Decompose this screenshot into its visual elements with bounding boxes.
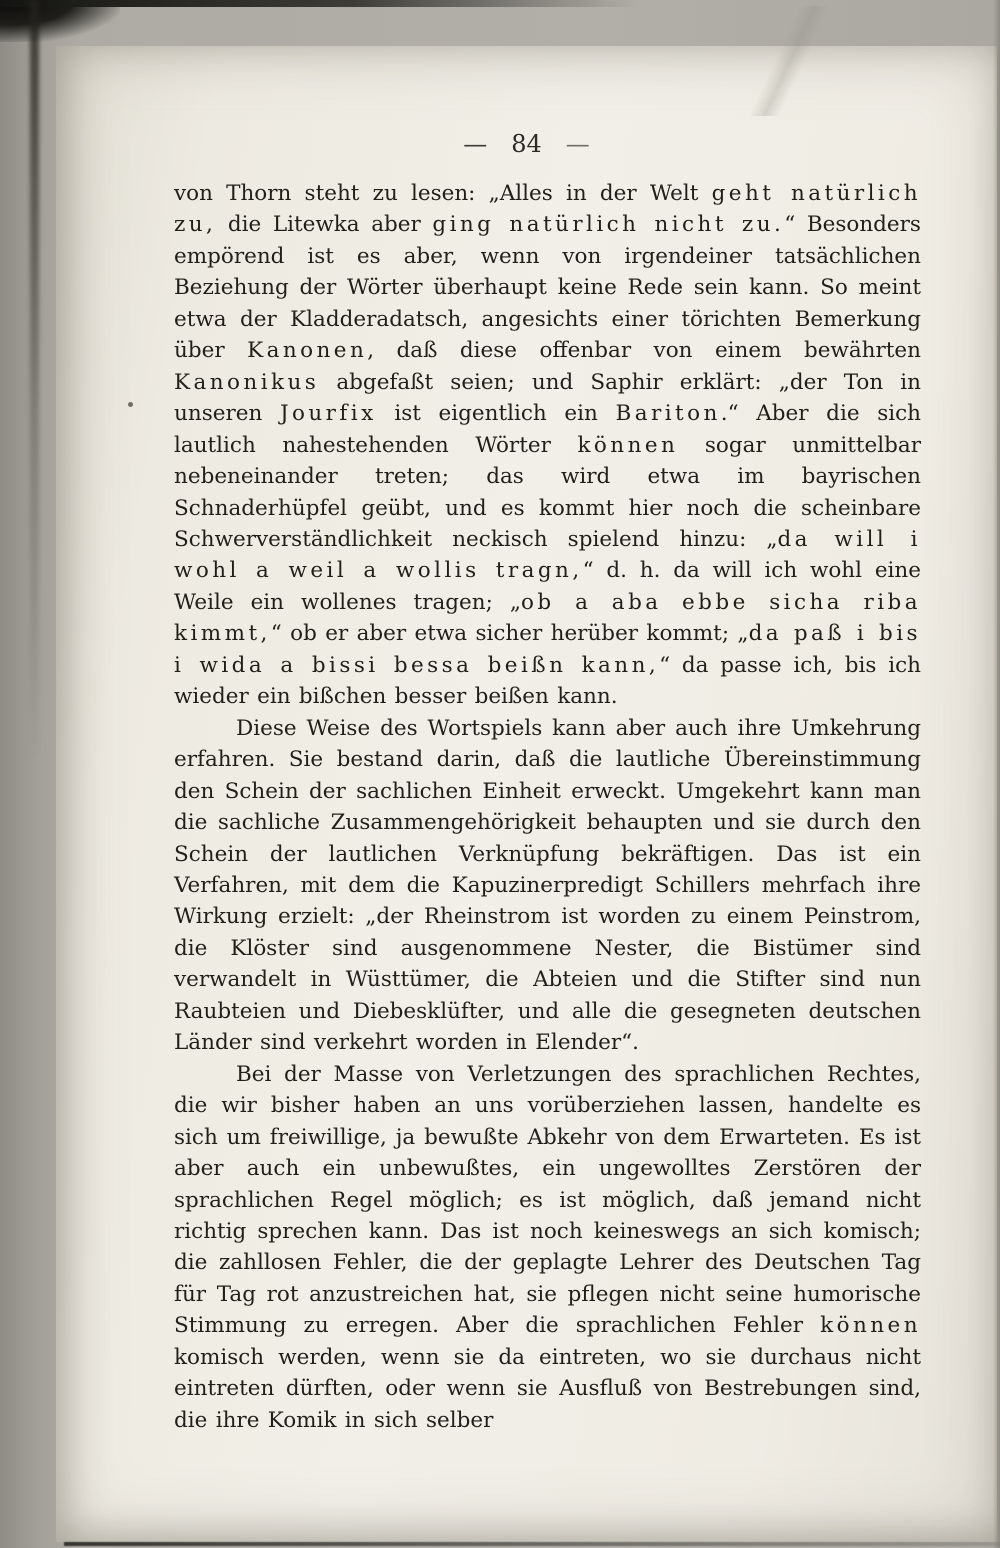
text-segment: “ ob er aber etwa sicher herüber kommt; „ <box>270 621 749 647</box>
emphasized-text-segment: Bariton <box>615 401 721 427</box>
emphasized-text-segment: können <box>577 432 679 458</box>
emphasized-text-segment: Jourfix <box>279 401 377 427</box>
text-segment: .“ Aber die sich lautlich nahestehenden Wörter <box>174 401 921 458</box>
emphasized-text-segment: ging natürlich nicht zu. <box>432 212 785 238</box>
paragraph <box>174 178 921 713</box>
emphasized-text-segment: ob a aba ebbe sicha riba kimmt, <box>174 589 921 647</box>
text-segment: abgefaßt seien; und Saphir erklärt: „der Ton in unseren <box>174 369 921 427</box>
page-number-dash-left: — <box>463 130 488 158</box>
scan-left-edge-artifact <box>30 0 39 760</box>
text-segment: komisch werden, wenn sie da eintreten, wo sie durchaus nicht eintreten dürften, oder wenn sie Ausfluß von Bestrebungen sind, die ihre Komik in sich selber <box>174 1344 921 1433</box>
page-number-dash-right: — <box>565 130 590 158</box>
emphasized-text-segment: Kanonen <box>247 338 368 364</box>
scan-top-edge-artifact <box>0 0 640 7</box>
page <box>56 46 997 1542</box>
page-number-value: 84 <box>511 130 542 158</box>
emphasized-text-segment: geht natürlich zu, <box>174 181 921 238</box>
text-segment: Bei der Masse von Verletzungen des sprachlichen Rechtes, die wir bisher haben an uns vorüberziehen lassen, handelte es sich um freiwillige, ja bewußte Abkehr von dem Erwarteten. Es ist aber auch ein unbewußtes, ein ungewolltes Zerstören der sprachlichen Regel möglich; es ist möglich, daß jemand nicht richtig sprechen kann. Das ist noch keineswegs an sich komisch; die zahllosen Fehler, die der geplagte Lehrer des Deutschen Tag für Tag rot anzustreichen hat, sie pflegen nicht seine humorische Stimmung zu erregen. Aber die sprachlichen Fehler <box>174 1061 921 1339</box>
paragraph <box>174 713 921 1059</box>
text-segment: Diese Weise des Wortspiels kann aber auch ihre Umkehrung erfahren. Sie bestand darin, daß die lautliche Übereinstimmung den Schein der sachlichen Einheit erweckt. Umgekehrt kann man die sachliche Zusammengehörigkeit behaupten und sie durch den Schein der lautlichen Verknüpfung bekräftigen. Das ist ein Verfahren, mit dem die Kapuzinerpredigt Schillers mehrfach ihre Wirkung erzielt: „der Rheinstrom ist worden zu einem Peinstrom, die Klöster sind ausgenommene Nester, die Bistümer sind verwandelt in Wüsttümer, die Abteien und die Stifter sind nun Raubteien und Diebesklüfter, und alle die gesegneten deutschen Länder sind verkehrt worden in Elender“. <box>174 715 921 1056</box>
emphasized-text-segment: können <box>820 1313 921 1339</box>
text-segment: “ da passe ich, bis ich wieder ein bißchen besser beißen kann. <box>174 652 921 710</box>
text-segment: ist eigentlich ein <box>376 401 616 427</box>
body-text <box>174 178 921 1436</box>
emphasized-text-segment: da will i wohl a weil a wollis tragn, <box>174 526 921 584</box>
scan-corner-artifact <box>0 0 120 42</box>
scan-bottom-edge-artifact <box>64 1542 1000 1546</box>
text-segment: “ d. h. da will ich wohl eine Weile ein wollenes tragen; „ <box>174 558 921 615</box>
emphasized-text-segment: Kanonikus <box>174 369 320 395</box>
text-segment: die Litewka aber <box>216 212 433 238</box>
text-segment: , daß diese offenbar von einem bewährten <box>367 338 921 364</box>
paragraph <box>174 1059 921 1436</box>
text-segment: “ Besonders empörend ist es aber, wenn von irgendeiner tatsächlichen Beziehung der Wörter überhaupt keine Rede sein kann. So meint etwa der Kladderadatsch, angesichts einer törichten Bemerkung über <box>174 212 921 364</box>
emphasized-text-segment: da paß i bis i wida a bissi bessa beißn kann, <box>174 621 921 678</box>
page-number <box>56 130 997 158</box>
text-segment: sogar unmittelbar nebeneinander treten; das wird etwa im bayrischen Schnaderhüpfel geübt, und es kommt hier noch die scheinbare Schwerverständlichkeit neckisch spielend hinzu: „ <box>174 432 922 552</box>
text-segment: von Thorn steht zu lesen: „Alles in der Welt <box>174 181 712 206</box>
